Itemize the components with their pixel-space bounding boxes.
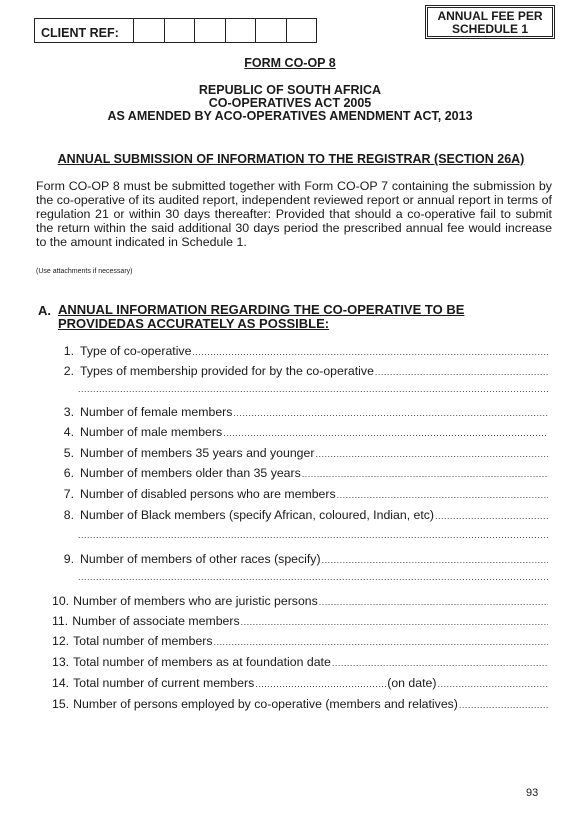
answer-line[interactable] [302, 469, 548, 479]
answer-line[interactable] [337, 490, 548, 500]
client-ref-cell[interactable] [133, 19, 164, 42]
section-a-title: ANNUAL INFORMATION REGARDING THE CO-OPERATIVE TO BE PROVIDEDAS ACCURATELY AS POSSIBLE: [58, 302, 465, 331]
answer-line[interactable] [223, 428, 548, 438]
item-label: Number of persons employed by co-operative (members and relatives) [73, 697, 458, 711]
item-label: Total number of current members [73, 676, 255, 690]
section-a-letter: A. [38, 303, 51, 318]
item-number: 5. [63, 446, 74, 460]
intro-paragraph: Form CO-OP 8 must be submitted together with Form CO-OP 7 containing the submission by the co-operative of its audited report, independent reviewed report or annual report in terms of regulation 21 or within 30 days thereafter: Provided that should a co-operative fail to submit the return within the said additional 30 days period the prescribed annual fee would increase to the amount indicated in Schedule 1. [36, 179, 552, 249]
answer-line[interactable] [315, 449, 548, 459]
item-label: Number of members of other races (specify) [80, 552, 321, 566]
item-number: 4. [63, 425, 74, 439]
answer-line[interactable] [332, 658, 548, 668]
item-label: Number of associate members [72, 614, 240, 628]
answer-line[interactable] [241, 617, 548, 627]
answer-line[interactable] [255, 679, 387, 689]
item-number: 9. [63, 552, 74, 566]
list-item[interactable] [52, 655, 548, 671]
client-ref-cell[interactable] [194, 19, 225, 42]
list-item[interactable] [52, 487, 548, 503]
list-item[interactable] [52, 405, 548, 421]
heading-republic: REPUBLIC OF SOUTH AFRICA [198, 83, 382, 97]
item-label: Number of disabled persons who are members [80, 487, 336, 501]
item-label: Number of female members [80, 405, 233, 419]
list-item[interactable] [52, 614, 548, 630]
list-item[interactable] [52, 466, 548, 482]
answer-line[interactable] [233, 408, 548, 418]
item-number: 12. [52, 634, 70, 648]
client-ref-box [34, 18, 317, 43]
list-item[interactable] [52, 676, 548, 692]
item-label: Number of members who are juristic persons [73, 594, 318, 608]
item-label: Total number of members [73, 634, 213, 648]
item-number: 6. [63, 466, 74, 480]
answer-line-continued[interactable] [78, 572, 548, 586]
answer-line[interactable] [322, 555, 548, 565]
list-item[interactable] [52, 446, 548, 462]
client-ref-label: CLIENT REF: [41, 26, 119, 40]
item-number: 7. [63, 487, 74, 501]
answer-line[interactable] [319, 597, 548, 607]
annual-fee-box [425, 5, 555, 39]
list-item[interactable] [52, 594, 548, 610]
item-number: 3. [63, 405, 74, 419]
client-ref-cell[interactable] [164, 19, 195, 42]
item-label: Type of co-operative [80, 344, 192, 358]
heading-act: CO-OPERATIVES ACT 2005 [208, 96, 372, 110]
item-number: 15. [52, 697, 70, 711]
item-suffix: (on date) [387, 676, 437, 690]
item-label: Number of Black members (specify African, coloured, Indian, etc) [80, 508, 435, 522]
form-title: FORM CO-OP 8 [244, 56, 336, 70]
item-label: Total number of members as at foundation date [73, 655, 331, 669]
fee-line-1: ANNUAL FEE PER [437, 9, 543, 23]
answer-line[interactable] [214, 637, 548, 647]
client-ref-cell[interactable] [255, 19, 286, 42]
answer-line-continued[interactable] [78, 530, 548, 544]
page-number: 93 [526, 787, 539, 799]
item-number: 1. [63, 344, 74, 358]
item-number: 13. [52, 655, 70, 669]
item-label: Types of membership provided for by the co-operative [80, 364, 374, 378]
item-label: Number of members older than 35 years [80, 466, 301, 480]
answer-line[interactable] [435, 511, 548, 521]
attachments-note: (Use attachments if necessary) [36, 268, 133, 275]
fee-line-2: SCHEDULE 1 [451, 22, 528, 36]
item-number: 2. [63, 364, 74, 378]
list-item[interactable] [52, 425, 548, 441]
item-number: 10. [52, 594, 70, 608]
list-item[interactable] [52, 508, 548, 524]
date-answer-line[interactable] [437, 679, 548, 689]
item-label: Number of male members [80, 425, 223, 439]
item-number: 11. [52, 614, 69, 628]
list-item[interactable] [52, 634, 548, 650]
list-item[interactable] [52, 344, 548, 360]
answer-line-continued[interactable] [78, 384, 548, 398]
answer-line[interactable] [192, 347, 548, 357]
list-item[interactable] [52, 364, 548, 380]
item-number: 8. [63, 508, 74, 522]
client-ref-cell[interactable] [225, 19, 256, 42]
list-item[interactable] [52, 552, 548, 568]
heading-amendment: AS AMENDED BY ACO-OPERATIVES AMENDMENT ACT, 2013 [107, 109, 473, 123]
answer-line[interactable] [459, 700, 548, 710]
section-title: ANNUAL SUBMISSION OF INFORMATION TO THE REGISTRAR (SECTION 26A) [57, 152, 525, 166]
item-label: Number of members 35 years and younger [80, 446, 315, 460]
item-number: 14. [52, 676, 70, 690]
answer-line[interactable] [375, 367, 548, 377]
client-ref-cell[interactable] [286, 19, 317, 42]
list-item[interactable] [52, 697, 548, 713]
